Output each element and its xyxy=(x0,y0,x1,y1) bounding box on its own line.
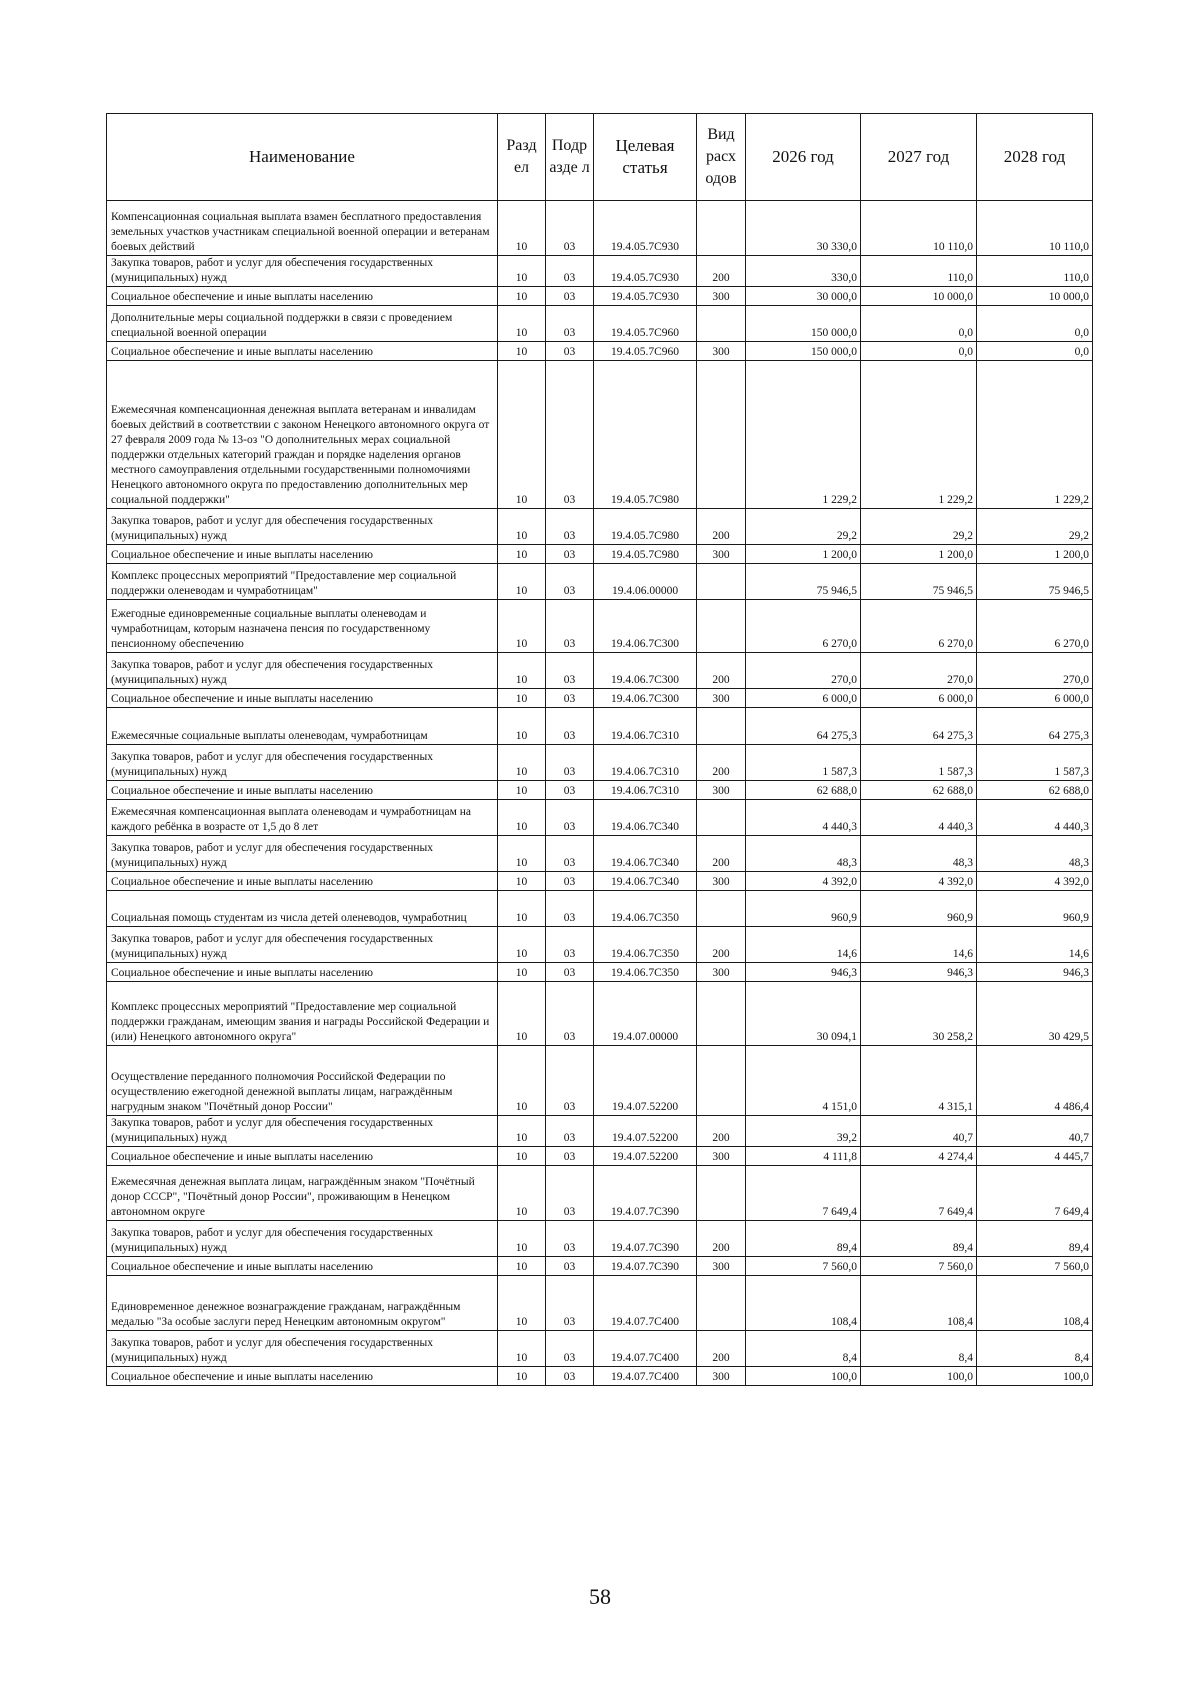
row-target-article: 19.4.07.52200 xyxy=(594,1147,697,1166)
row-name: Социальное обеспечение и иные выплаты населению xyxy=(107,1257,498,1276)
row-2028: 48,3 xyxy=(977,836,1093,872)
row-razdel: 10 xyxy=(498,1276,546,1331)
row-podrazdel: 03 xyxy=(546,1276,594,1331)
table-row xyxy=(107,781,1093,800)
row-podrazdel: 03 xyxy=(546,745,594,781)
row-2028: 0,0 xyxy=(977,306,1093,342)
table-row xyxy=(107,509,1093,545)
row-2026: 30 094,1 xyxy=(746,982,861,1046)
header-2027: 2027 год xyxy=(861,114,977,201)
row-2028: 6 270,0 xyxy=(977,600,1093,653)
row-2026: 1 587,3 xyxy=(746,745,861,781)
row-2026: 4 151,0 xyxy=(746,1046,861,1116)
row-2026: 6 270,0 xyxy=(746,600,861,653)
row-expense-type xyxy=(697,600,746,653)
table-row xyxy=(107,600,1093,653)
row-podrazdel: 03 xyxy=(546,891,594,927)
row-expense-type: 200 xyxy=(697,836,746,872)
row-name: Социальное обеспечение и иные выплаты населению xyxy=(107,545,498,564)
row-2027: 1 200,0 xyxy=(861,545,977,564)
row-name: Социальное обеспечение и иные выплаты населению xyxy=(107,963,498,982)
table-body xyxy=(107,201,1093,1386)
row-2028: 30 429,5 xyxy=(977,982,1093,1046)
row-2026: 6 000,0 xyxy=(746,689,861,708)
row-2028: 4 486,4 xyxy=(977,1046,1093,1116)
row-target-article: 19.4.05.7С960 xyxy=(594,306,697,342)
row-razdel: 10 xyxy=(498,800,546,836)
row-2026: 30 330,0 xyxy=(746,201,861,256)
row-2027: 6 000,0 xyxy=(861,689,977,708)
table-row xyxy=(107,1331,1093,1367)
row-name: Ежегодные единовременные социальные выплаты оленеводам и чумработницам, которым назначена пенсия по государственному пенсионному обеспечению xyxy=(107,600,498,653)
row-2028: 40,7 xyxy=(977,1116,1093,1147)
row-2027: 48,3 xyxy=(861,836,977,872)
row-2026: 330,0 xyxy=(746,256,861,287)
row-2027: 29,2 xyxy=(861,509,977,545)
row-podrazdel: 03 xyxy=(546,1046,594,1116)
row-razdel: 10 xyxy=(498,1221,546,1257)
row-podrazdel: 03 xyxy=(546,564,594,600)
table-row xyxy=(107,927,1093,963)
row-name: Социальное обеспечение и иные выплаты населению xyxy=(107,872,498,891)
row-2028: 4 392,0 xyxy=(977,872,1093,891)
header-expense-type: Вид расх одов xyxy=(697,114,746,201)
row-expense-type xyxy=(697,982,746,1046)
row-expense-type: 200 xyxy=(697,927,746,963)
row-target-article: 19.4.05.7С930 xyxy=(594,201,697,256)
row-podrazdel: 03 xyxy=(546,361,594,509)
row-2026: 946,3 xyxy=(746,963,861,982)
table-row xyxy=(107,342,1093,361)
row-podrazdel: 03 xyxy=(546,781,594,800)
row-podrazdel: 03 xyxy=(546,800,594,836)
row-2028: 110,0 xyxy=(977,256,1093,287)
row-2027: 62 688,0 xyxy=(861,781,977,800)
row-target-article: 19.4.07.7С390 xyxy=(594,1166,697,1221)
table-row xyxy=(107,1046,1093,1116)
row-2026: 960,9 xyxy=(746,891,861,927)
row-podrazdel: 03 xyxy=(546,927,594,963)
row-name: Закупка товаров, работ и услуг для обеспечения государственных (муниципальных) нужд xyxy=(107,836,498,872)
row-podrazdel: 03 xyxy=(546,201,594,256)
row-2027: 0,0 xyxy=(861,342,977,361)
row-name: Ежемесячная денежная выплата лицам, награждённым знаком "Почётный донор СССР", "Почётный донор России", проживающим в Ненецком автономном округе xyxy=(107,1166,498,1221)
row-expense-type: 300 xyxy=(697,1367,746,1386)
table-row xyxy=(107,256,1093,287)
row-razdel: 10 xyxy=(498,545,546,564)
row-name: Закупка товаров, работ и услуг для обеспечения государственных (муниципальных) нужд xyxy=(107,927,498,963)
row-name: Социальная помощь студентам из числа детей оленеводов, чумработниц xyxy=(107,891,498,927)
row-razdel: 10 xyxy=(498,872,546,891)
row-name: Компенсационная социальная выплата взамен бесплатного предоставления земельных участков участникам специальной военной операции и ветеранам боевых действий xyxy=(107,201,498,256)
row-target-article: 19.4.05.7С980 xyxy=(594,361,697,509)
row-razdel: 10 xyxy=(498,963,546,982)
row-podrazdel: 03 xyxy=(546,256,594,287)
row-2026: 4 440,3 xyxy=(746,800,861,836)
row-razdel: 10 xyxy=(498,891,546,927)
row-razdel: 10 xyxy=(498,1257,546,1276)
row-2026: 7 649,4 xyxy=(746,1166,861,1221)
row-expense-type xyxy=(697,708,746,745)
row-2028: 6 000,0 xyxy=(977,689,1093,708)
row-2028: 108,4 xyxy=(977,1276,1093,1331)
row-podrazdel: 03 xyxy=(546,545,594,564)
row-expense-type: 300 xyxy=(697,287,746,306)
row-2028: 7 560,0 xyxy=(977,1257,1093,1276)
row-name: Единовременное денежное вознаграждение гражданам, награждённым медалью "За особые заслуги перед Ненецким автономным округом" xyxy=(107,1276,498,1331)
row-podrazdel: 03 xyxy=(546,306,594,342)
table-row xyxy=(107,1166,1093,1221)
row-2026: 8,4 xyxy=(746,1331,861,1367)
row-razdel: 10 xyxy=(498,1331,546,1367)
header-podrazdel: Подр азде л xyxy=(546,114,594,201)
table-row xyxy=(107,1147,1093,1166)
row-expense-type: 300 xyxy=(697,545,746,564)
row-podrazdel: 03 xyxy=(546,689,594,708)
row-expense-type: 200 xyxy=(697,653,746,689)
row-target-article: 19.4.07.7С400 xyxy=(594,1331,697,1367)
row-2028: 270,0 xyxy=(977,653,1093,689)
row-podrazdel: 03 xyxy=(546,836,594,872)
budget-table xyxy=(106,113,1093,1386)
row-expense-type: 200 xyxy=(697,1116,746,1147)
header-target-article: Целевая статья xyxy=(594,114,697,201)
table-row xyxy=(107,545,1093,564)
row-razdel: 10 xyxy=(498,1166,546,1221)
row-expense-type: 300 xyxy=(697,963,746,982)
row-2028: 1 200,0 xyxy=(977,545,1093,564)
row-expense-type xyxy=(697,361,746,509)
row-target-article: 19.4.05.7С980 xyxy=(594,509,697,545)
table-row xyxy=(107,287,1093,306)
header-razdel: Разд ел xyxy=(498,114,546,201)
row-target-article: 19.4.05.7С980 xyxy=(594,545,697,564)
row-name: Дополнительные меры социальной поддержки в связи с проведением специальной военной операции xyxy=(107,306,498,342)
row-2026: 108,4 xyxy=(746,1276,861,1331)
row-expense-type xyxy=(697,1166,746,1221)
row-2028: 10 110,0 xyxy=(977,201,1093,256)
row-expense-type: 300 xyxy=(697,1147,746,1166)
row-target-article: 19.4.07.7С390 xyxy=(594,1221,697,1257)
row-expense-type: 300 xyxy=(697,1257,746,1276)
row-2028: 1 587,3 xyxy=(977,745,1093,781)
row-2026: 30 000,0 xyxy=(746,287,861,306)
row-2028: 64 275,3 xyxy=(977,708,1093,745)
row-podrazdel: 03 xyxy=(546,1367,594,1386)
table-row xyxy=(107,800,1093,836)
row-2027: 7 649,4 xyxy=(861,1166,977,1221)
table-header-row xyxy=(107,114,1093,201)
row-2027: 64 275,3 xyxy=(861,708,977,745)
row-2027: 40,7 xyxy=(861,1116,977,1147)
row-razdel: 10 xyxy=(498,509,546,545)
row-2027: 30 258,2 xyxy=(861,982,977,1046)
row-podrazdel: 03 xyxy=(546,600,594,653)
row-razdel: 10 xyxy=(498,1116,546,1147)
table-row xyxy=(107,891,1093,927)
table-row xyxy=(107,745,1093,781)
table-row xyxy=(107,361,1093,509)
row-2027: 1 229,2 xyxy=(861,361,977,509)
row-podrazdel: 03 xyxy=(546,1166,594,1221)
row-razdel: 10 xyxy=(498,306,546,342)
row-expense-type: 200 xyxy=(697,509,746,545)
table-row xyxy=(107,1276,1093,1331)
table-row xyxy=(107,689,1093,708)
row-name: Закупка товаров, работ и услуг для обеспечения государственных (муниципальных) нужд xyxy=(107,1331,498,1367)
row-target-article: 19.4.07.7С400 xyxy=(594,1367,697,1386)
row-podrazdel: 03 xyxy=(546,653,594,689)
row-expense-type xyxy=(697,800,746,836)
row-2026: 100,0 xyxy=(746,1367,861,1386)
row-2027: 110,0 xyxy=(861,256,977,287)
row-name: Осуществление переданного полномочия Российской Федерации по осуществлению ежегодной денежной выплаты лицам, награждённым нагрудным знаком "Почётный донор России" xyxy=(107,1046,498,1116)
row-2028: 75 946,5 xyxy=(977,564,1093,600)
row-razdel: 10 xyxy=(498,201,546,256)
row-podrazdel: 03 xyxy=(546,982,594,1046)
row-target-article: 19.4.07.7С390 xyxy=(594,1257,697,1276)
row-razdel: 10 xyxy=(498,564,546,600)
row-2028: 1 229,2 xyxy=(977,361,1093,509)
row-podrazdel: 03 xyxy=(546,1331,594,1367)
row-name: Комплекс процессных мероприятий "Предоставление мер социальной поддержки оленеводам и чумработницам" xyxy=(107,564,498,600)
page-number: 58 xyxy=(589,1584,611,1609)
row-razdel: 10 xyxy=(498,1046,546,1116)
row-2026: 29,2 xyxy=(746,509,861,545)
row-razdel: 10 xyxy=(498,836,546,872)
row-expense-type xyxy=(697,891,746,927)
row-razdel: 10 xyxy=(498,287,546,306)
row-razdel: 10 xyxy=(498,361,546,509)
row-2028: 0,0 xyxy=(977,342,1093,361)
row-razdel: 10 xyxy=(498,1147,546,1166)
row-expense-type: 200 xyxy=(697,1221,746,1257)
row-target-article: 19.4.06.7С300 xyxy=(594,600,697,653)
row-2027: 100,0 xyxy=(861,1367,977,1386)
row-target-article: 19.4.07.52200 xyxy=(594,1046,697,1116)
row-2028: 8,4 xyxy=(977,1331,1093,1367)
row-podrazdel: 03 xyxy=(546,509,594,545)
row-expense-type xyxy=(697,201,746,256)
row-2027: 4 392,0 xyxy=(861,872,977,891)
row-2027: 4 315,1 xyxy=(861,1046,977,1116)
row-2026: 75 946,5 xyxy=(746,564,861,600)
row-name: Ежемесячная компенсационная выплата оленеводам и чумработницам на каждого ребёнка в возрасте от 1,5 до 8 лет xyxy=(107,800,498,836)
row-2027: 6 270,0 xyxy=(861,600,977,653)
row-razdel: 10 xyxy=(498,781,546,800)
row-razdel: 10 xyxy=(498,653,546,689)
row-target-article: 19.4.06.7С350 xyxy=(594,891,697,927)
row-target-article: 19.4.07.7С400 xyxy=(594,1276,697,1331)
table-row xyxy=(107,201,1093,256)
row-expense-type: 200 xyxy=(697,1331,746,1367)
row-razdel: 10 xyxy=(498,982,546,1046)
header-2026: 2026 год xyxy=(746,114,861,201)
row-target-article: 19.4.05.7С930 xyxy=(594,256,697,287)
row-name: Социальное обеспечение и иные выплаты населению xyxy=(107,1367,498,1386)
row-expense-type: 300 xyxy=(697,872,746,891)
row-2026: 7 560,0 xyxy=(746,1257,861,1276)
row-target-article: 19.4.06.7С300 xyxy=(594,653,697,689)
row-name: Закупка товаров, работ и услуг для обеспечения государственных (муниципальных) нужд xyxy=(107,1221,498,1257)
row-target-article: 19.4.06.00000 xyxy=(594,564,697,600)
row-2027: 4 274,4 xyxy=(861,1147,977,1166)
row-podrazdel: 03 xyxy=(546,1116,594,1147)
table-row xyxy=(107,1367,1093,1386)
row-2027: 946,3 xyxy=(861,963,977,982)
row-target-article: 19.4.06.7С350 xyxy=(594,927,697,963)
row-target-article: 19.4.06.7С340 xyxy=(594,872,697,891)
row-name: Ежемесячная компенсационная денежная выплата ветеранам и инвалидам боевых действий в соответствии с законом Ненецкого автономного округа от 27 февраля 2009 года № 13-оз "О дополнительных мерах социальной поддержки отдельных категорий граждан и порядке наделения органов местного самоуправления отдельными государственными полномочиями Ненецкого автономного округа по предоставлению дополнительных мер социальной поддержки" xyxy=(107,361,498,509)
row-expense-type: 300 xyxy=(697,781,746,800)
table-row xyxy=(107,1257,1093,1276)
table-row xyxy=(107,872,1093,891)
row-name: Закупка товаров, работ и услуг для обеспечения государственных (муниципальных) нужд xyxy=(107,256,498,287)
row-name: Закупка товаров, работ и услуг для обеспечения государственных (муниципальных) нужд xyxy=(107,745,498,781)
row-2028: 62 688,0 xyxy=(977,781,1093,800)
row-2027: 960,9 xyxy=(861,891,977,927)
row-target-article: 19.4.05.7С930 xyxy=(594,287,697,306)
row-target-article: 19.4.06.7С310 xyxy=(594,745,697,781)
row-2026: 1 200,0 xyxy=(746,545,861,564)
row-2028: 89,4 xyxy=(977,1221,1093,1257)
table-row xyxy=(107,1116,1093,1147)
row-expense-type: 300 xyxy=(697,689,746,708)
row-2028: 4 445,7 xyxy=(977,1147,1093,1166)
row-2026: 62 688,0 xyxy=(746,781,861,800)
row-razdel: 10 xyxy=(498,689,546,708)
row-target-article: 19.4.07.00000 xyxy=(594,982,697,1046)
row-2026: 150 000,0 xyxy=(746,342,861,361)
row-2026: 64 275,3 xyxy=(746,708,861,745)
row-2026: 4 392,0 xyxy=(746,872,861,891)
row-2028: 100,0 xyxy=(977,1367,1093,1386)
row-2027: 1 587,3 xyxy=(861,745,977,781)
row-target-article: 19.4.05.7С960 xyxy=(594,342,697,361)
row-expense-type: 200 xyxy=(697,256,746,287)
row-podrazdel: 03 xyxy=(546,708,594,745)
row-razdel: 10 xyxy=(498,745,546,781)
row-2027: 270,0 xyxy=(861,653,977,689)
table-row xyxy=(107,306,1093,342)
table-row xyxy=(107,836,1093,872)
row-2026: 48,3 xyxy=(746,836,861,872)
row-razdel: 10 xyxy=(498,342,546,361)
row-expense-type xyxy=(697,306,746,342)
row-razdel: 10 xyxy=(498,600,546,653)
row-2028: 4 440,3 xyxy=(977,800,1093,836)
budget-table-container xyxy=(106,113,1092,1386)
row-name: Социальное обеспечение и иные выплаты населению xyxy=(107,1147,498,1166)
row-name: Закупка товаров, работ и услуг для обеспечения государственных (муниципальных) нужд xyxy=(107,509,498,545)
row-razdel: 10 xyxy=(498,1367,546,1386)
row-2026: 89,4 xyxy=(746,1221,861,1257)
row-2027: 7 560,0 xyxy=(861,1257,977,1276)
row-expense-type xyxy=(697,1046,746,1116)
row-expense-type: 300 xyxy=(697,342,746,361)
row-razdel: 10 xyxy=(498,708,546,745)
row-2027: 108,4 xyxy=(861,1276,977,1331)
row-expense-type xyxy=(697,564,746,600)
table-row xyxy=(107,1221,1093,1257)
row-name: Социальное обеспечение и иные выплаты населению xyxy=(107,689,498,708)
row-podrazdel: 03 xyxy=(546,342,594,361)
row-target-article: 19.4.06.7С350 xyxy=(594,963,697,982)
table-row xyxy=(107,708,1093,745)
row-2026: 1 229,2 xyxy=(746,361,861,509)
row-podrazdel: 03 xyxy=(546,963,594,982)
row-target-article: 19.4.06.7С340 xyxy=(594,800,697,836)
header-name: Наименование xyxy=(107,114,498,201)
row-name: Ежемесячные социальные выплаты оленеводам, чумработницам xyxy=(107,708,498,745)
row-2026: 270,0 xyxy=(746,653,861,689)
row-razdel: 10 xyxy=(498,927,546,963)
row-2026: 150 000,0 xyxy=(746,306,861,342)
row-2027: 89,4 xyxy=(861,1221,977,1257)
row-podrazdel: 03 xyxy=(546,287,594,306)
row-2028: 29,2 xyxy=(977,509,1093,545)
row-2028: 7 649,4 xyxy=(977,1166,1093,1221)
row-name: Комплекс процессных мероприятий "Предоставление мер социальной поддержки гражданам, имеющим звания и награды Российской Федерации и (или) Ненецкого автономного округа" xyxy=(107,982,498,1046)
table-row xyxy=(107,982,1093,1046)
table-row xyxy=(107,564,1093,600)
table-row xyxy=(107,653,1093,689)
row-2026: 39,2 xyxy=(746,1116,861,1147)
row-2026: 4 111,8 xyxy=(746,1147,861,1166)
row-2027: 0,0 xyxy=(861,306,977,342)
row-2027: 4 440,3 xyxy=(861,800,977,836)
row-2027: 10 110,0 xyxy=(861,201,977,256)
row-name: Закупка товаров, работ и услуг для обеспечения государственных (муниципальных) нужд xyxy=(107,653,498,689)
row-2028: 14,6 xyxy=(977,927,1093,963)
row-2027: 10 000,0 xyxy=(861,287,977,306)
header-2028: 2028 год xyxy=(977,114,1093,201)
row-2028: 960,9 xyxy=(977,891,1093,927)
row-2026: 14,6 xyxy=(746,927,861,963)
row-podrazdel: 03 xyxy=(546,1257,594,1276)
table-row xyxy=(107,963,1093,982)
row-expense-type xyxy=(697,1276,746,1331)
row-target-article: 19.4.06.7С310 xyxy=(594,708,697,745)
row-name: Социальное обеспечение и иные выплаты населению xyxy=(107,781,498,800)
row-2028: 946,3 xyxy=(977,963,1093,982)
row-2028: 10 000,0 xyxy=(977,287,1093,306)
row-razdel: 10 xyxy=(498,256,546,287)
row-target-article: 19.4.06.7С310 xyxy=(594,781,697,800)
row-2027: 8,4 xyxy=(861,1331,977,1367)
row-target-article: 19.4.07.52200 xyxy=(594,1116,697,1147)
row-2027: 14,6 xyxy=(861,927,977,963)
row-name: Социальное обеспечение и иные выплаты населению xyxy=(107,342,498,361)
row-name: Социальное обеспечение и иные выплаты населению xyxy=(107,287,498,306)
row-target-article: 19.4.06.7С340 xyxy=(594,836,697,872)
row-name: Закупка товаров, работ и услуг для обеспечения государственных (муниципальных) нужд xyxy=(107,1116,498,1147)
row-target-article: 19.4.06.7С300 xyxy=(594,689,697,708)
row-podrazdel: 03 xyxy=(546,1221,594,1257)
row-expense-type: 200 xyxy=(697,745,746,781)
row-podrazdel: 03 xyxy=(546,872,594,891)
row-2027: 75 946,5 xyxy=(861,564,977,600)
row-podrazdel: 03 xyxy=(546,1147,594,1166)
